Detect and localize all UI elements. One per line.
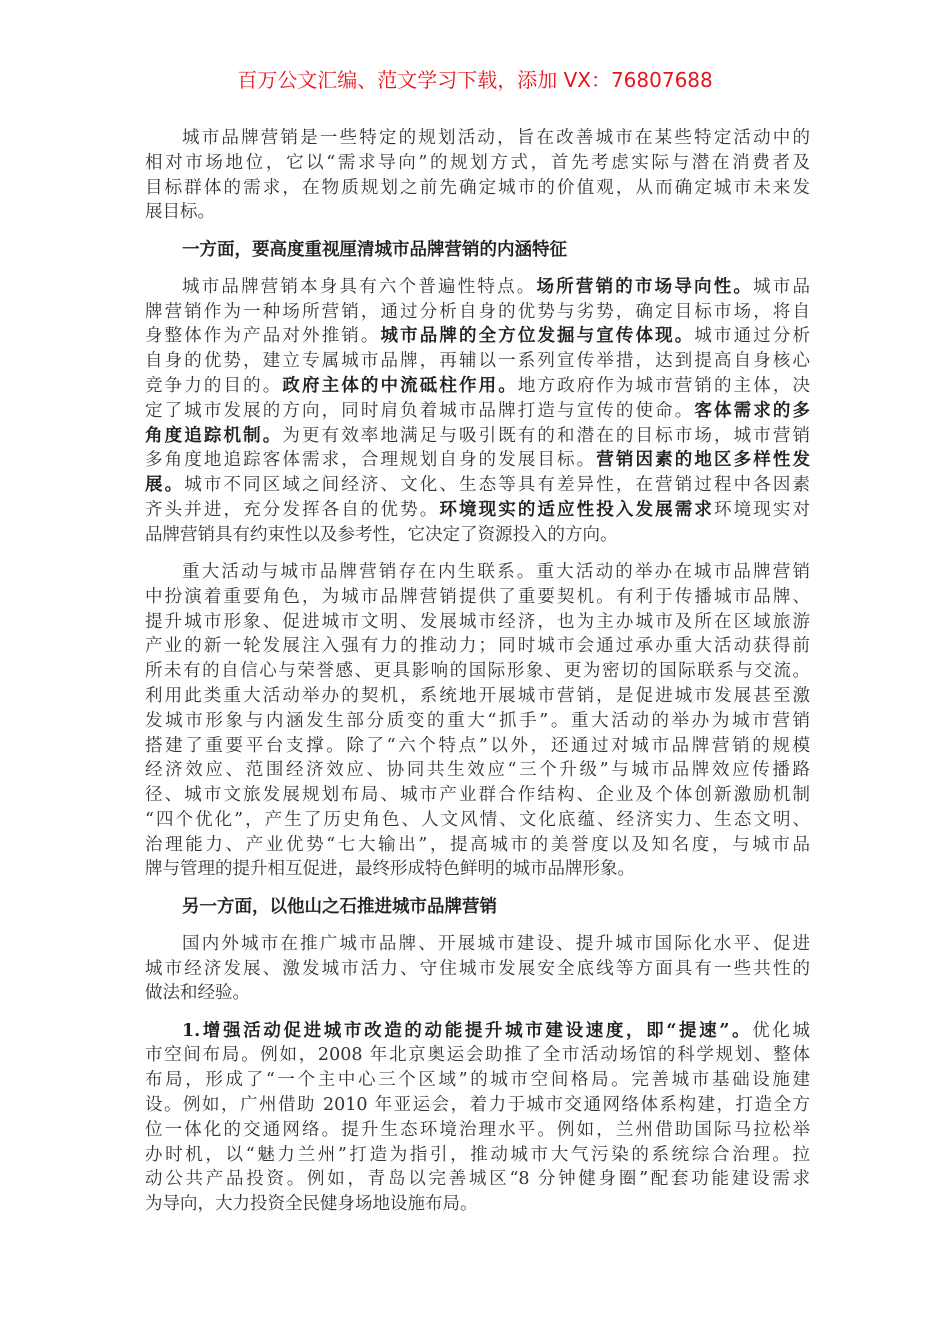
text-line <box>145 833 810 858</box>
text-line <box>145 374 810 399</box>
bold-text: 展。 <box>145 475 185 496</box>
text-run: 动公共产品投资。例如，青岛以完善城区“8 分钟健身圈”配套功能建设需求 <box>145 1169 810 1190</box>
text-line <box>145 126 810 151</box>
text-run: 牌与管理的提升相互促进，最终形成特色鲜明的城市品牌形象。 <box>145 859 635 880</box>
text-line <box>145 684 810 709</box>
text-line <box>145 857 810 882</box>
body-paragraph <box>145 560 810 882</box>
text-line <box>145 659 810 684</box>
text-line <box>145 399 810 424</box>
text-line <box>145 932 810 957</box>
text-line <box>145 1192 810 1217</box>
text-run: 地方政府作为城市营销的主体，决 <box>517 375 811 396</box>
text-run: 布局，形成了“一个主中心三个区域”的城市空间格局。完善城市基础设施建 <box>145 1070 810 1091</box>
text-line <box>145 200 810 225</box>
body-paragraph <box>145 126 810 225</box>
bold-text: 角度追踪机制。 <box>145 425 283 446</box>
text-run: 为导向，大力投资全民健身场地设施布局。 <box>145 1194 478 1215</box>
text-run: 环境现实对 <box>714 499 811 520</box>
text-line <box>145 275 810 300</box>
text-run: 城市通过分析 <box>694 326 811 347</box>
text-run: 提升城市形象、促进城市文明、发展城市经济，也为主办城市及所在区域旅游 <box>145 611 810 632</box>
text-run: 所未有的自信心与荣誉感、更具影响的国际形象、更为密切的国际联系与交流。 <box>145 661 810 682</box>
text-run: 目标群体的需求，在物质规划之前先确定城市的价值观，从而确定城市未来发 <box>145 177 810 198</box>
text-run: 展目标。 <box>145 202 215 223</box>
text-line <box>145 585 810 610</box>
text-line <box>145 448 810 473</box>
text-line <box>145 523 810 548</box>
text-line <box>145 808 810 833</box>
body-paragraph <box>145 275 810 548</box>
text-run: 产业的新一轮发展注入强有力的推动力；同时城市会通过承办重大活动获得前 <box>145 636 810 657</box>
text-run: 相对市场地位，它以“需求导向”的规划方式，首先考虑实际与潜在消费者及 <box>145 152 810 173</box>
text-run: 城市不同区域之间经济、文化、生态等具有差异性，在营销过程中各因素 <box>184 475 811 496</box>
bold-text: 1.增强活动促进城市改造的动能提升城市建设速度，即“提速”。 <box>182 1020 753 1041</box>
text-run: 位一体化的交通网络。提升生态环境治理水平。例如，兰州借助国际马拉松举 <box>145 1119 810 1140</box>
text-line <box>145 709 810 734</box>
text-run: 市空间布局。例如，2008 年北京奥运会助推了全市活动场馆的科学规划、整体 <box>145 1045 810 1066</box>
text-run: 城市品 <box>753 276 811 297</box>
text-run: 设。例如，广州借助 2010 年亚运会，着力于城市交通网络体系构建，打造全方 <box>145 1095 810 1116</box>
text-run: 优化城 <box>752 1020 810 1041</box>
text-run: “四个优化”，产生了历史角色、人文风情、文化底蕴、经济实力、生态文明、 <box>145 809 810 830</box>
text-line <box>145 1167 810 1192</box>
text-line <box>145 1043 810 1068</box>
text-run: 中扮演着重要角色，为城市品牌营销提供了重要契机。有利于传播城市品牌、 <box>145 586 810 607</box>
text-run: 城市品牌营销本身具有六个普遍性特点。 <box>182 276 537 297</box>
text-line <box>145 634 810 659</box>
text-run: 国内外城市在推广城市品牌、开展城市建设、提升城市国际化水平、促进 <box>182 933 810 954</box>
text-line <box>145 300 810 325</box>
text-line <box>145 957 810 982</box>
text-line <box>145 176 810 201</box>
bold-text: 客体需求的多 <box>694 400 811 421</box>
text-run: 办时机，以“魅力兰州”打造为指引，推动城市大气污染的系统综合治理。拉 <box>145 1144 810 1165</box>
bold-text: 一方面，要高度重视厘清城市品牌营销的内涵特征 <box>182 239 567 260</box>
body-paragraph <box>145 1019 810 1217</box>
text-line <box>145 758 810 783</box>
text-run: 自身的优势，建立专属城市品牌，再辅以一系列宣传举措，达到提高自身核心 <box>145 351 810 372</box>
text-run: 定了城市发展的方向，同时肩负着城市品牌打造与宣传的使命。 <box>145 400 695 421</box>
text-run: 城市经济发展、激发城市活力、守住城市发展安全底线等方面具有一些共性的 <box>145 958 810 979</box>
text-line <box>145 151 810 176</box>
text-line <box>145 560 810 585</box>
text-run: 品牌营销具有约束性以及参考性，它决定了资源投入的方向。 <box>145 524 618 545</box>
body-paragraph <box>145 932 810 1006</box>
bold-text: 另一方面，以他山之石推进城市品牌营销 <box>182 896 497 917</box>
text-run: 竞争力的目的。 <box>145 375 283 396</box>
text-run: 做法和经验。 <box>145 983 250 1004</box>
text-line <box>145 734 810 759</box>
text-run: 利用此类重大活动举办的契机，系统地开展城市营销，是促进城市发展甚至激 <box>145 685 810 706</box>
text-run: 城市品牌营销是一些特定的规划活动，旨在改善城市在某些特定活动中的 <box>182 128 810 148</box>
text-line <box>145 981 810 1006</box>
text-line <box>145 783 810 808</box>
text-run: 治理能力、产业优势“七大输出”，提高城市的美誉度以及知名度，与城市品 <box>145 834 810 855</box>
watermark-banner: 百万公文汇编、范文学习下载，添加 VX：76807688 <box>237 68 713 92</box>
bold-text: 城市品牌的全方位发掘与宣传体现。 <box>380 326 695 347</box>
text-run: 径、城市文旅发展规划布局、城市产业群合作结构、企业及个体创新激励机制 <box>145 785 810 806</box>
text-line <box>145 1019 810 1044</box>
bold-text: 环境现实的适应性投入发展需求 <box>439 499 715 520</box>
text-run: 多角度地追踪客体需求，合理规划自身的发展目标。 <box>145 450 597 471</box>
text-run: 经济效应、范围经济效应、协同共生效应“三个升级”与城市品牌效应传播路 <box>145 760 810 781</box>
text-line <box>145 1068 810 1093</box>
text-line <box>145 610 810 635</box>
text-run: 为更有效率地满足与吸引既有的和潜在的目标市场，城市营销 <box>282 425 811 446</box>
text-line <box>145 1143 810 1168</box>
section-heading <box>145 238 810 263</box>
text-line <box>145 324 810 349</box>
text-line <box>145 1118 810 1143</box>
text-line <box>145 498 810 523</box>
text-line <box>145 1093 810 1118</box>
text-run: 牌营销作为一种场所营销，通过分析自身的优势与劣势，确定目标市场，将自 <box>145 301 810 322</box>
text-line <box>145 238 810 263</box>
text-run: 发城市形象与内涵发生部分质变的重大“抓手”。重大活动的举办为城市营销 <box>145 710 810 731</box>
text-line <box>145 424 810 449</box>
text-line <box>145 473 810 498</box>
text-run: 身整体作为产品对外推销。 <box>145 326 381 347</box>
text-line <box>145 349 810 374</box>
section-heading <box>145 895 810 920</box>
text-run: 齐头并进，充分发挥各自的优势。 <box>145 499 440 520</box>
document-body <box>145 126 810 1229</box>
text-run: 重大活动与城市品牌营销存在内生联系。重大活动的举办在城市品牌营销 <box>182 561 810 582</box>
bold-text: 政府主体的中流砥柱作用。 <box>282 375 518 396</box>
text-run: 搭建了重要平台支撑。除了“六个特点”以外，还通过对城市品牌营销的规模 <box>145 735 810 756</box>
bold-text: 营销因素的地区多样性发 <box>596 450 811 471</box>
text-line <box>145 895 810 920</box>
bold-text: 场所营销的市场导向性。 <box>536 276 754 297</box>
